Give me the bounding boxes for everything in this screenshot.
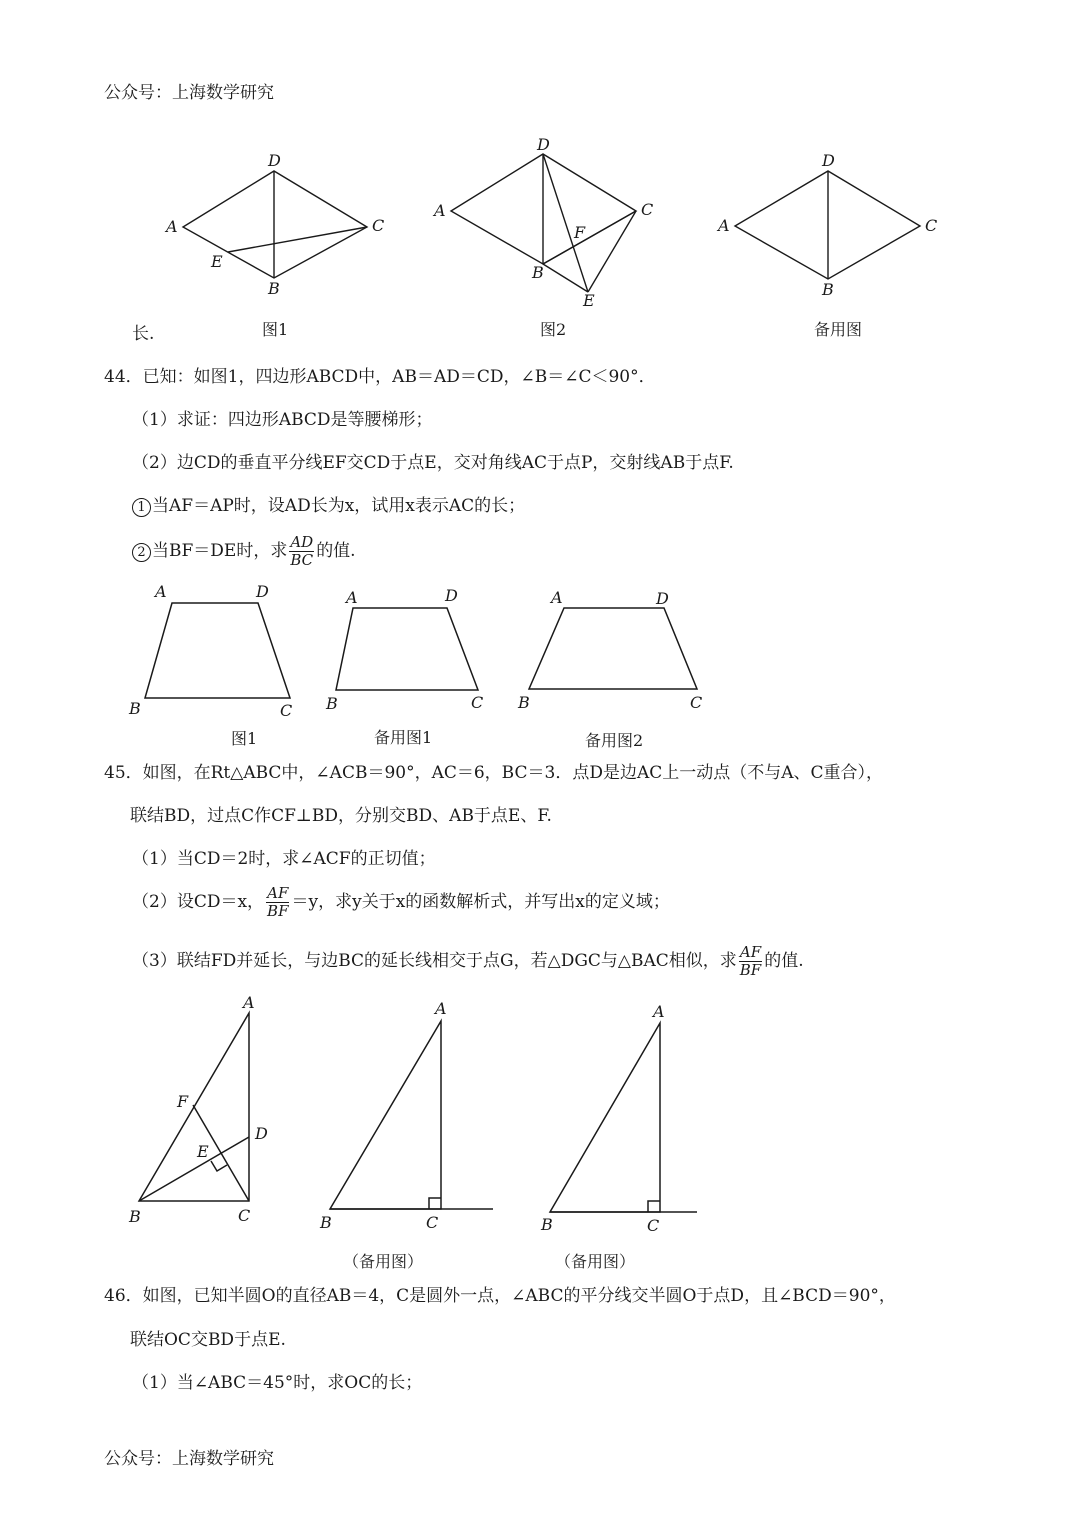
q44-sub-1-text: 当AF＝AP时，设AD长为x，试用x表示AC的长；	[152, 496, 526, 516]
q45-fig1-label-e: E	[197, 1142, 209, 1161]
q44-fig3-label-d: D	[656, 589, 669, 608]
page-header: 公众号：上海数学研究	[104, 83, 274, 103]
fig2-label-c: C	[641, 200, 654, 219]
fig3-label-d: D	[822, 151, 835, 170]
q45-fig2-label-c: C	[426, 1213, 439, 1232]
q45-part-2-num: AF	[267, 884, 289, 902]
q45-fig3-triangle	[550, 1023, 660, 1212]
q45-part-3-post: 的值.	[764, 951, 804, 971]
page-footer: 公众号：上海数学研究	[104, 1449, 274, 1469]
q44-fig1-label-b: B	[129, 699, 141, 718]
q44-fig2-caption: 备用图1	[374, 728, 433, 747]
q44-fig3-caption: 备用图2	[585, 731, 644, 750]
q44-fig1-caption: 图1	[231, 729, 258, 748]
q44-fig3-label-b: B	[518, 693, 530, 712]
fig2-label-b: B	[532, 263, 544, 282]
fig2-label-e: E	[583, 291, 595, 310]
q45-fig2-label-b: B	[320, 1213, 332, 1232]
q45-line-2: 联结BD，过点C作CF⊥BD，分别交BD、AB于点E、F.	[130, 806, 552, 826]
q44-fig2-label-b: B	[326, 694, 338, 713]
q45-fig1-label-a: A	[243, 993, 255, 1012]
q45-fig3-label-a: A	[653, 1002, 665, 1021]
fig3-label-b: B	[822, 280, 834, 299]
q44-fig2-label-c: C	[471, 693, 484, 712]
q45-fig1-label-b: B	[129, 1207, 141, 1226]
fig1-label-d: D	[268, 151, 281, 170]
fig1-label-e: E	[211, 252, 223, 271]
fig1-label-c: C	[372, 216, 385, 235]
q45-part-1: （1）当CD＝2时，求∠ACF的正切值；	[132, 849, 436, 869]
q44-fig2-label-d: D	[445, 586, 458, 605]
q45-part-2-post: ＝y，求y关于x的函数解析式，并写出x的定义域；	[291, 892, 670, 912]
q45-part-3-num: AF	[739, 943, 762, 961]
q45-fig2-right-angle	[429, 1198, 441, 1209]
q44-part-2: （2）边CD的垂直平分线EF交CD于点E，交对角线AC于点P，交射线AB于点F.	[132, 453, 734, 473]
q44-sub-2-pre: 当BF＝DE时，求	[152, 541, 288, 561]
fig2-label-a: A	[434, 201, 446, 220]
q44-fraction-num: AD	[290, 533, 314, 551]
q45-fig3-label-c: C	[647, 1216, 660, 1235]
q46-line-1: 46．如图，已知半圆O的直径AB＝4，C是圆外一点，∠ABC的平分线交半圆O于点D，且∠BCD＝90°，	[104, 1286, 896, 1306]
q44-part-1: （1）求证：四边形ABCD是等腰梯形；	[132, 410, 433, 430]
q45-line-1: 45．如图，在Rt△ABC中，∠ACB＝90°，AC＝6，BC＝3．点D是边AC上一动点（不与A、C重合），	[104, 763, 884, 783]
q44-sub-2-post: 的值.	[316, 541, 356, 561]
q45-fig2-triangle	[330, 1021, 441, 1209]
q44-fig2-label-a: A	[346, 588, 358, 607]
q44-sub-2-mark: 2	[132, 543, 151, 562]
q44-fraction-den: BC	[290, 551, 314, 569]
q45-fig2-caption: （备用图）	[343, 1252, 424, 1271]
q44-fig1-label-a: A	[155, 582, 167, 601]
q45-fig1-right-angle-e	[211, 1161, 227, 1171]
q45-fig2-label-a: A	[435, 999, 447, 1018]
q45-fig1-label-c: C	[238, 1206, 251, 1225]
q44-fig1-label-c: C	[280, 701, 293, 720]
q46-line-2: 联结OC交BD于点E.	[130, 1330, 286, 1350]
q45-part-2-pre: （2）设CD＝x，	[132, 892, 265, 912]
q44-stem: 44．已知：如图1，四边形ABCD中，AB＝AD＝CD，∠B＝∠C＜90°．	[104, 367, 656, 387]
q44-fig1-label-d: D	[256, 582, 269, 601]
fig3-label-a: A	[718, 216, 730, 235]
q45-fig3-label-b: B	[541, 1215, 553, 1234]
fig3-label-c: C	[925, 216, 938, 235]
q45-part-2-den: BF	[267, 902, 289, 920]
fig1-label-a: A	[166, 217, 178, 236]
q44-sub-1-mark: 1	[132, 498, 151, 517]
q45-fig1-segment-bd	[139, 1137, 249, 1201]
q44-fig3-label-c: C	[690, 693, 703, 712]
q45-fig1-label-f: F	[177, 1092, 189, 1111]
fig2-label-f: F	[574, 223, 586, 242]
fig1-label-b: B	[268, 279, 280, 298]
fig3-caption: 备用图	[814, 320, 863, 339]
fig2-label-d: D	[537, 135, 550, 154]
q45-fig3-caption: （备用图）	[555, 1252, 636, 1271]
q45-part-3-den: BF	[739, 961, 762, 979]
q45-fig3-right-angle	[648, 1201, 660, 1212]
fig2-caption: 图2	[540, 320, 567, 339]
q44-fig3-label-a: A	[551, 588, 563, 607]
carryover-text: 长.	[132, 324, 155, 344]
q46-part-1: （1）当∠ABC＝45°时，求OC的长；	[132, 1373, 423, 1393]
q45-fig1-label-d: D	[255, 1124, 268, 1143]
fig1-caption: 图1	[262, 320, 289, 339]
q45-part-3-pre: （3）联结FD并延长，与边BC的延长线相交于点G，若△DGC与△BAC相似，求	[132, 951, 737, 971]
